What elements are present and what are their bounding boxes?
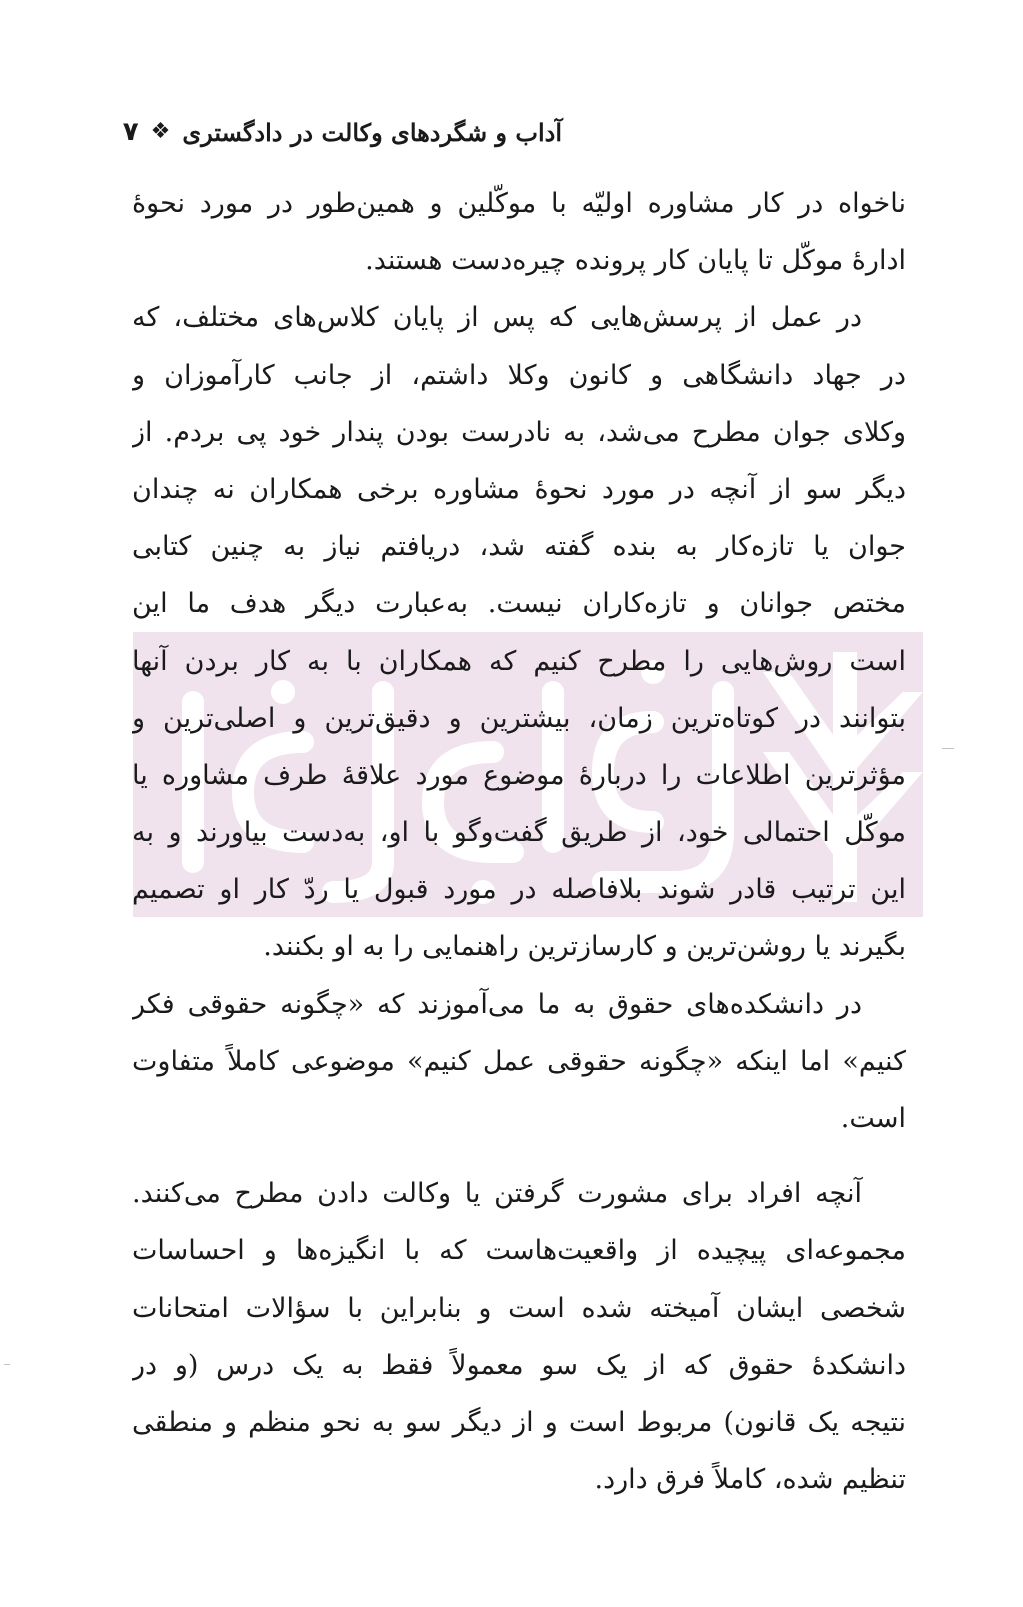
text-line: است. — [840, 1103, 906, 1134]
running-header — [122, 108, 562, 156]
text-line: نتیجه یک قانون) مربوط است و از دیگر سو به نحو منظم و منطقی — [132, 1406, 906, 1438]
text-line: وکلای جوان مطرح می‌شد، به نادرست بودن پندار خود پی بردم. از — [132, 416, 906, 448]
text-line: موکّل احتمالی خود، از طریق گفت‌وگو با او، به‌دست بیاورند و به — [132, 817, 906, 849]
text-line: جوان یا تازه‌کار به بنده گفته شد، دریافتم نیاز به چنین کتابی — [132, 531, 906, 563]
text-line: در جهاد دانشگاهی و کانون وکلا داشتم، از جانب کارآموزان و — [132, 359, 906, 391]
text-line: مؤثرترین اطلاعات را دربارهٔ موضوع مورد علاقهٔ طرف مشاوره یا — [132, 759, 906, 791]
text-line: در دانشکده‌های حقوق به ما می‌آموزند که «چگونه حقوقی فکر — [132, 988, 862, 1020]
text-line: مجموعه‌ای پیچیده از واقعیت‌هاست که با انگیزه‌ها و احساسات — [132, 1235, 906, 1267]
text-line: بگیرند یا روشن‌ترین و کارسازترین راهنمایی را به او بکنند. — [263, 931, 906, 963]
margin-mark — [942, 748, 954, 749]
header-title: آداب و شگردهای وکالت در دادگستری — [182, 117, 562, 147]
text-line: این ترتیب قادر شوند بلافاصله در مورد قبول یا ردّ کار او تصمیم — [132, 874, 906, 906]
text-line: ناخواه در کار مشاوره اولیّه با موکّلین و همین‌طور در مورد نحوهٔ — [132, 188, 906, 219]
text-line: کنیم» اما اینکه «چگونه حقوقی عمل کنیم» موضوعی کاملاً متفاوت — [132, 1045, 906, 1077]
page-number: ۷ — [122, 117, 139, 147]
text-line: شخصی ایشان آمیخته شده است و بنابراین با سؤالات امتحانات — [132, 1292, 906, 1324]
text-line: تنظیم شده، کاملاً فرق دارد. — [594, 1464, 906, 1496]
text-line: مختص جوانان و تازه‌کاران نیست. به‌عبارت دیگر هدف ما این — [132, 588, 906, 620]
paragraph-gap — [132, 1147, 906, 1165]
text-line: آنچه افراد برای مشورت گرفتن یا وکالت دادن مطرح می‌کنند. — [132, 1178, 862, 1210]
text-line: دیگر سو از آنچه در مورد نحوهٔ مشاوره برخی همکاران نه چندان — [132, 473, 906, 505]
ornament-icon: ❖ — [150, 119, 171, 144]
text-line: بتوانند در کوتاه‌ترین زمان، بیشترین و دقیق‌ترین و اصلی‌ترین و — [132, 702, 906, 734]
text-line: در عمل از پرسش‌هایی که پس از پایان کلاس‌های مختلف، که — [132, 302, 862, 334]
text-line: است روش‌هایی را مطرح کنیم که همکاران با به کار بردن آنها — [132, 645, 906, 677]
body-text — [132, 175, 906, 1508]
text-line: ادارهٔ موکّل تا پایان کار پرونده چیره‌دست هستند. — [365, 245, 906, 277]
margin-mark — [4, 1364, 10, 1365]
text-line: دانشکدهٔ حقوق که از یک سو معمولاً فقط به یک درس (و در — [132, 1349, 906, 1381]
